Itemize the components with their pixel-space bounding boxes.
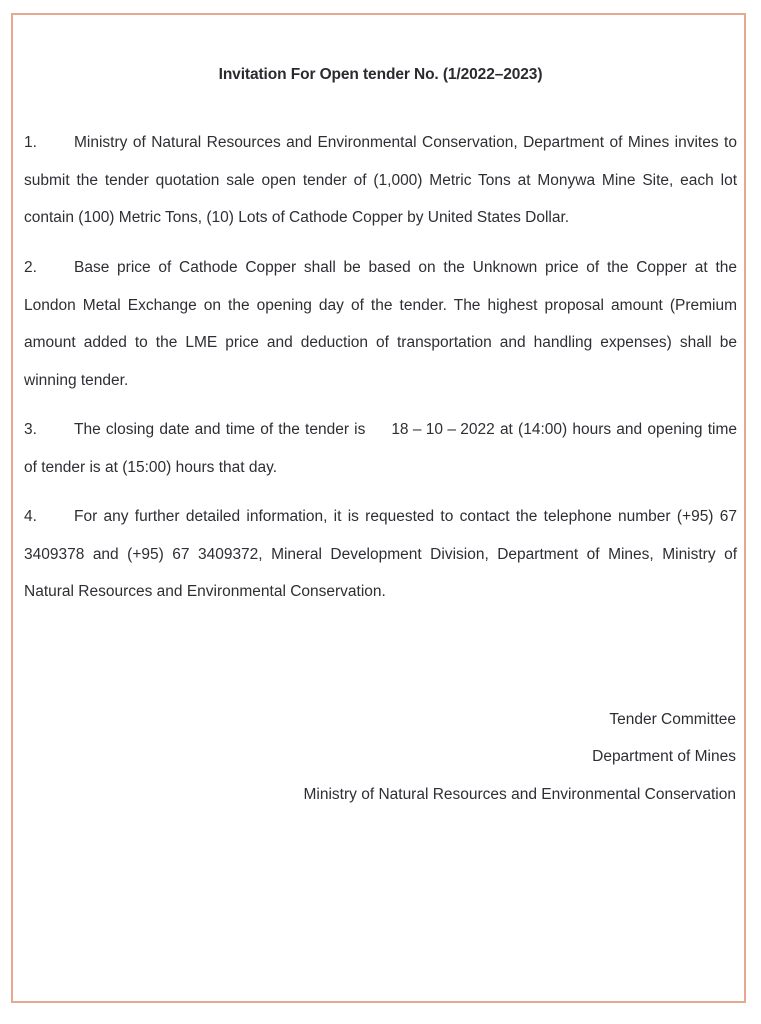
paragraph-4-text: For any further detailed information, it is requested to contact the telephone number (+95) 67 3409378 and (+95) 67 3409372, Mineral Development Division, Department of Mines, Ministry of Natural Resources and Environmental Conservation. (24, 508, 737, 600)
paragraph-3-text-after: at (14:00) hours and opening time of tender is at (15:00) hours that day. (24, 421, 737, 476)
paragraph-3-text-before: The closing date and time of the tender is (74, 421, 366, 438)
paragraph-1-text: Ministry of Natural Resources and Environmental Conservation, Department of Mines invites to submit the tender quotation sale open tender of (1,000) Metric Tons at Monywa Mine Site, each lot contain (100) Metric Tons, (10) Lots of Cathode Copper by United States Dollar. (24, 134, 737, 226)
paragraph-1 (24, 124, 737, 237)
paragraph-4 (24, 498, 737, 611)
paragraph-2 (24, 249, 737, 399)
paragraph-4-number: 4. (24, 508, 37, 525)
paragraph-3 (24, 411, 737, 486)
document-title: Invitation For Open tender No. (1/2022–2023) (218, 66, 543, 83)
paragraph-2-text: Base price of Cathode Copper shall be based on the Unknown price of the Copper at the London Metal Exchange on the opening day of the tender. The highest proposal amount (Premium amount added to the LME price and deduction of transportation and handling expenses) shall be winning tender. (24, 259, 737, 389)
signature-ministry: Ministry of Natural Resources and Environmental Conservation (303, 786, 736, 803)
signature-department: Department of Mines (592, 748, 736, 765)
paragraph-2-number: 2. (24, 259, 37, 276)
paragraph-1-number: 1. (24, 134, 37, 151)
closing-date: 18 – 10 – 2022 (391, 421, 495, 438)
signature-committee: Tender Committee (609, 711, 736, 728)
paragraph-3-number: 3. (24, 421, 37, 438)
